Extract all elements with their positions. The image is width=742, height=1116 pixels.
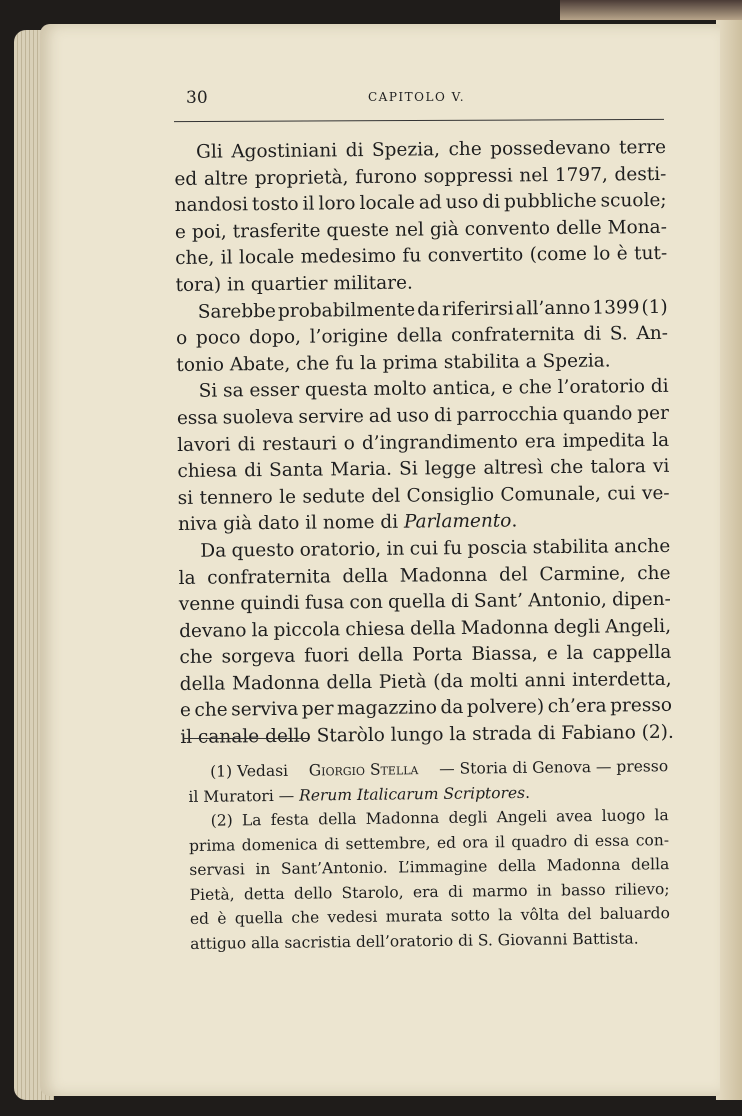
body-line: la confraternita della Madonna del Carmine, che — [178, 562, 671, 589]
text-segment: attiguo alla sacristia dell’oratorio di S. Giovanni Battista. — [190, 929, 639, 953]
text-segment: il canale dello Staròlo lungo la strada di Fabiano (2). — [180, 721, 674, 749]
footnote-line: prima domenica di settembre, ed ora il quadro di essa con- — [188, 830, 670, 855]
body-line: Si sa esser questa molto antica, e che l’oratorio di — [198, 376, 669, 403]
footnote-line: (2) La festa della Madonna degli Angeli avea luogo la — [210, 806, 669, 830]
body-line: si tennero le sedute del Consiglio Comunale, cui ve- — [177, 482, 670, 509]
footnote-line: servasi in Sant’Antonio. L’immagine della Madonna della — [189, 855, 670, 879]
text-segment: il Muratori — — [188, 786, 300, 806]
body-line: che sorgeva fuori della Porta Biassa, e la cappella — [179, 642, 672, 669]
body-line: e che serviva per magazzino da polvere) ch’era presso — [179, 695, 673, 722]
text-segment: tora) in quartier militare. — [175, 272, 413, 296]
body-text — [174, 135, 672, 752]
footnotes — [188, 754, 670, 956]
body-line: chiesa di Santa Maria. Si legge altresì che talora vi — [177, 455, 670, 483]
body-line: nandosi tosto il loro locale ad uso di pubbliche scuole; — [174, 190, 667, 217]
body-line: Gli Agostiniani di Spezia, che possedevano terre — [196, 136, 667, 163]
text-segment: tonio Abate, che fu la prima stabilita a Spezia. — [176, 350, 611, 376]
body-line: devano la piccola chiesa della Madonna degli Angeli, — [179, 615, 672, 642]
italic-text: Rerum Italicarum Scriptores — [298, 783, 526, 805]
body-line: lavori di restauri o d’ingrandimento era impedita la — [177, 429, 670, 456]
text-segment: — Storia di Genova — presso — [434, 757, 669, 778]
book-top-edge — [560, 0, 742, 20]
text-segment: (1) Vedasi — [210, 761, 294, 781]
body-line: essa suoleva servire ad uso di parrocchia quando per — [176, 402, 669, 429]
body-line: Sarebbe probabilmente da riferirsi all’anno 1399 (1) — [197, 296, 668, 323]
text-segment: niva già dato il nome di — [177, 511, 405, 536]
body-line: della Madonna della Pietà (da molti anni interdetta, — [179, 668, 672, 695]
page-number: 30 — [186, 88, 208, 108]
italic-text: Parlamento — [403, 510, 512, 533]
body-line: ed altre proprietà, furono soppressi nel 1797, desti- — [174, 163, 667, 190]
body-line: venne quindi fusa con quella di Sant’ Antonio, dipen- — [178, 588, 671, 616]
body-line: Da questo oratorio, in cui fu poscia stabilita anche — [200, 535, 671, 562]
text-segment: . — [511, 510, 518, 532]
footnote-line: Pietà, detta dello Starolo, era di marmo in basso rilievo; — [189, 879, 670, 904]
small-caps-name: Giorgio Stella — [308, 760, 419, 780]
footnote-line: ed è quella che vedesi murata sotto la vôlta del baluardo — [189, 904, 670, 928]
body-line: e poi, trasferite queste nel già convento delle Mona- — [174, 216, 668, 243]
body-line: che, il locale medesimo fu convertito (come lo è tut- — [175, 243, 668, 270]
body-line — [180, 720, 672, 752]
footnote-rule — [183, 738, 308, 739]
body-line: o poco dopo, l’origine della confraternita di S. An- — [175, 322, 669, 350]
running-title: CAPITOLO V. — [368, 90, 466, 104]
text-segment: . — [524, 783, 531, 802]
